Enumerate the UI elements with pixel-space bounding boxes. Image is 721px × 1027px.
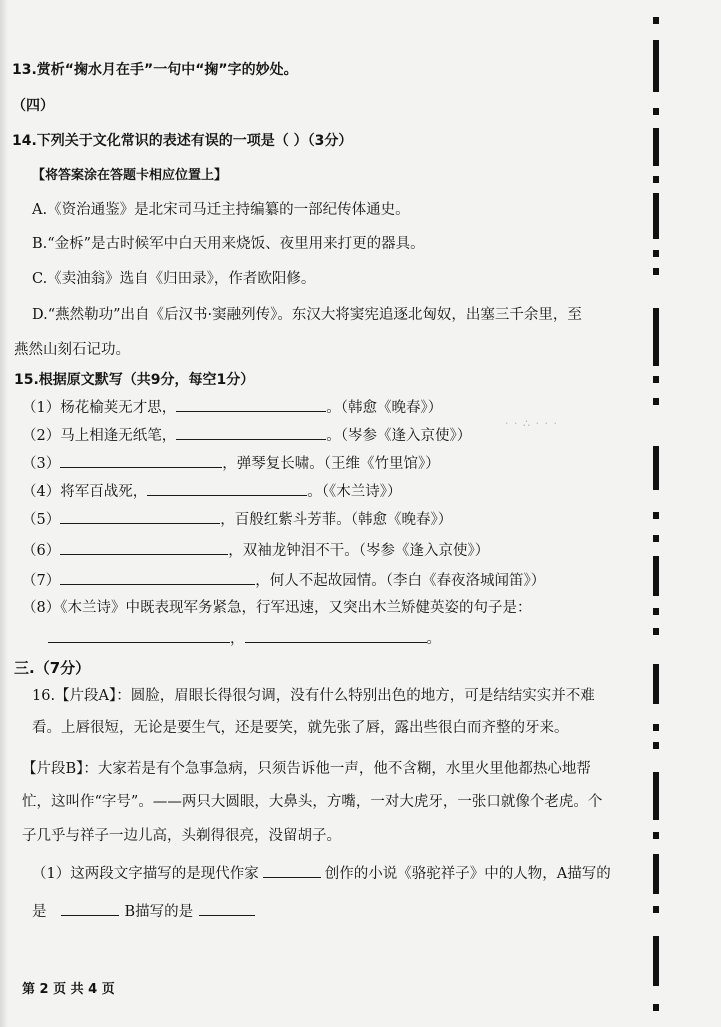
edge-mark <box>653 832 659 839</box>
recite-line-3 <box>22 453 440 474</box>
q16-1-prompt: （1）这两段文字描写的是现代作家 <box>32 866 259 882</box>
edge-mark <box>653 724 659 731</box>
recite-1-source: 。（韩愈《晚春》） <box>326 400 443 416</box>
passage-b-line3: 子几乎与祥子一边儿高，头剃得很亮，没留胡子。 <box>22 828 341 844</box>
scan-smudge: · · ∴ · · · <box>505 417 558 430</box>
option-d-line1: D.“燕然勒功”出自《后汉书·窦融列传》。东汉大将窦宪追逐北匈奴，出塞三千余里，至 <box>32 307 582 323</box>
recite-line-6 <box>22 540 489 561</box>
recite-line-4 <box>22 481 401 502</box>
edge-mark <box>653 512 659 519</box>
option-a: A.《资治通鉴》是北宋司马迁主持编纂的一部纪传体通史。 <box>32 202 410 218</box>
recite-3-blank[interactable] <box>60 453 222 468</box>
edge-mark <box>653 128 659 166</box>
edge-mark <box>653 772 659 820</box>
recite-4-blank[interactable] <box>147 481 307 496</box>
edge-mark <box>653 906 659 913</box>
edge-mark <box>653 193 659 239</box>
passage-a-line2: 看。上唇很短，无论是要生气，还是要笑，就先张了唇，露出些很白而齐整的牙来。 <box>32 720 569 736</box>
question-16-1-line2 <box>32 901 255 922</box>
recite-line-8: （8）《木兰诗》中既表现军务紧急，行军迅速，又突出木兰矫健英姿的句子是： <box>22 600 532 616</box>
character-b-blank[interactable] <box>199 901 255 916</box>
passage-b-line2: 忙，这叫作“字号”。——两只大圆眼，大鼻头，方嘴，一对大虎牙，一张口就像个老虎。个 <box>22 794 603 810</box>
recite-7-source: ，何人不起故园情。（李白《春夜洛城闻笛》） <box>255 573 546 589</box>
edge-mark <box>653 556 659 596</box>
recite-1-blank[interactable] <box>176 397 326 412</box>
recite-5-label: （5） <box>22 512 61 528</box>
character-a-blank[interactable] <box>61 901 119 916</box>
recite-4-source: 。（《木兰诗》） <box>307 484 402 500</box>
q16-2-prefix: 是 <box>32 904 47 920</box>
edge-mark <box>653 40 659 92</box>
recite-8-end: 。 <box>426 631 441 647</box>
recite-2-prompt: （2）马上相逢无纸笔， <box>22 428 177 444</box>
edge-mark <box>653 1004 659 1011</box>
edge-mark <box>653 268 659 275</box>
recite-line-2 <box>22 425 471 446</box>
edge-mark <box>653 376 659 383</box>
recite-5-blank[interactable] <box>60 509 220 524</box>
recite-8-separator: ， <box>230 631 245 647</box>
edge-mark <box>653 176 659 183</box>
recite-6-label: （6） <box>22 543 61 559</box>
recite-8-blank-1[interactable] <box>48 628 230 643</box>
option-b: B.“金柝”是古时候军中白天用来烧饭、夜里用来打更的器具。 <box>32 236 425 252</box>
recite-6-source: ，双袖龙钟泪不干。（岑参《逢入京使》） <box>228 543 490 559</box>
edge-mark <box>653 664 659 704</box>
section-4-heading: （四） <box>12 98 54 114</box>
edge-mark <box>653 108 659 115</box>
option-c: C.《卖油翁》选自《归田录》，作者欧阳修。 <box>32 271 316 287</box>
recite-3-label: （3） <box>22 456 61 472</box>
edge-mark <box>653 446 659 490</box>
recite-7-label: （7） <box>22 573 61 589</box>
q16-2-b-label: B描写的是 <box>124 904 194 920</box>
q16-1-continue: 创作的小说《骆驼祥子》中的人物，A描写的 <box>324 866 611 882</box>
recite-line-8-answer <box>48 628 441 649</box>
recite-line-7 <box>22 570 545 591</box>
page-footer: 第 2 页 共 4 页 <box>22 982 115 997</box>
edge-mark <box>653 17 659 24</box>
question-15-title: 15.根据原文默写（共9分，每空1分） <box>14 372 255 388</box>
section-3-heading: 三.（7分） <box>14 659 91 677</box>
passage-b-line1: 【片段B】：大家若是有个急事急病，只须告诉他一声，他不含糊，水里火里他都热心地帮 <box>22 761 591 777</box>
edge-mark <box>653 628 659 635</box>
recite-3-source: ，弹琴复长啸。（王维《竹里馆》） <box>222 456 440 472</box>
recite-1-prompt: （1）杨花榆荚无才思， <box>22 400 177 416</box>
author-blank[interactable] <box>263 863 321 878</box>
passage-a-line1: 16.【片段A】：圆脸，眉眼长得很匀调，没有什么特别出色的地方，可是结结实实并不难 <box>32 688 595 704</box>
edge-mark <box>653 608 659 615</box>
recite-2-blank[interactable] <box>176 425 326 440</box>
recite-6-blank[interactable] <box>60 540 228 555</box>
recite-line-1 <box>22 397 442 418</box>
recite-line-5 <box>22 509 452 530</box>
edge-mark <box>653 398 659 405</box>
recite-4-prompt: （4）将军百战死， <box>22 484 148 500</box>
recite-5-source: ，百般红紫斗芳菲。（韩愈《晚春》） <box>220 512 453 528</box>
option-d-line2: 燕然山刻石记功。 <box>14 342 130 358</box>
question-16-1-line1 <box>32 863 611 884</box>
edge-mark <box>653 250 659 257</box>
edge-mark <box>653 535 659 542</box>
question-14-instruction: 【将答案涂在答题卡相应位置上】 <box>32 168 228 183</box>
edge-mark <box>653 854 659 894</box>
page-edge-shadow <box>0 0 8 1027</box>
question-13: 13.赏析“掬水月在手”一句中“掬”字的妙处。 <box>12 62 298 78</box>
recite-7-blank[interactable] <box>60 570 255 585</box>
recite-2-source: 。（岑参《逢入京使》） <box>326 428 472 444</box>
edge-mark <box>653 308 659 366</box>
edge-mark <box>653 936 659 986</box>
edge-mark <box>653 742 659 749</box>
recite-8-blank-2[interactable] <box>245 628 427 643</box>
question-14-stem: 14.下列关于文化常识的表述有误的一项是（ ）（3分） <box>12 133 353 149</box>
